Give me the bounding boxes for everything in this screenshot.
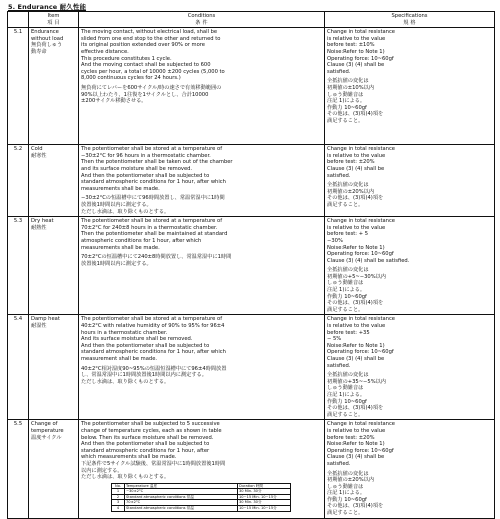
row-number: 5.4 — [8, 315, 29, 420]
specification-line: Change in total resistance — [327, 421, 395, 428]
condition-line: ただし水滴は、取り除くものとする。 — [81, 208, 170, 215]
specification-line: 全抵抗値の変化は — [327, 470, 369, 477]
condition-line: slided from one end stop to the other and returned to — [81, 35, 221, 42]
row-conditions — [79, 315, 325, 420]
row-number: 5.1 — [8, 28, 29, 145]
item-line: Cold — [31, 146, 43, 153]
cycle-cell: 1 — [112, 489, 125, 495]
condition-line: standard atmospheric conditions for 1 hour, after which — [81, 349, 226, 356]
specification-line: before test: +35 — [327, 329, 370, 336]
item-line: 無負荷しゅう — [31, 42, 63, 49]
condition-line: cycles per hour, a total of 10000 ±200 cycles (5,000 to — [81, 68, 225, 75]
condition-line: and its surface moisture shall be removed. — [81, 165, 193, 172]
cycle-cell: Temperature 温度 — [125, 483, 238, 489]
condition-line: atmospheric conditions for 1 hour, after which — [81, 237, 202, 244]
row-item — [29, 315, 79, 420]
specification-line: 初期値の+5~−30%以内 — [327, 273, 386, 280]
condition-line: 無負荷にてレバーを600サイクル/時の速さで有効移動範囲の — [81, 84, 222, 91]
specification-line: 初期値の+35~−5%以内 — [327, 378, 386, 385]
specification-line: 初期値の±10%以内 — [327, 84, 375, 91]
specification-line: before test: ±20% — [327, 434, 375, 441]
specification-line: Operating force: 10~60gf — [327, 349, 394, 356]
table-row — [8, 315, 495, 420]
condition-line: し、常温常湿中に1時間放置後1時間以内に測定する。 — [81, 372, 207, 379]
condition-line: −30±2°Cの恒温槽中にて96時間放置し、常温常湿中に1時間 — [81, 195, 225, 202]
condition-line: measurements shall be made. — [81, 185, 160, 192]
condition-line: standard atmospheric conditions for 1 hour, after which — [81, 179, 226, 186]
specification-line: satisfied. — [327, 68, 351, 75]
row-specifications — [325, 28, 495, 145]
specification-line: Operating force: 10~60gf — [327, 55, 394, 62]
item-line: Change of — [31, 421, 58, 428]
specification-line: satisfied. — [327, 362, 351, 369]
specification-line: is relative to the value — [327, 323, 386, 330]
cycle-cell: 2 — [112, 494, 125, 500]
specification-line: その他は、(3)項(4)項を — [327, 503, 384, 510]
condition-line: 以内に測定する。 — [81, 467, 123, 474]
specification-line: 注記 1)による。 — [327, 287, 366, 294]
specification-line: Noise:Refer to Note 1) — [327, 244, 385, 251]
header-conditions: Conditions 条 件 — [79, 12, 325, 28]
cycle-cell: 30 Min. 30分 — [238, 500, 291, 506]
cycle-cell: 10~15 Min. 10~15分 — [238, 494, 291, 500]
table-row — [8, 420, 495, 518]
specification-line: −30% — [327, 237, 343, 244]
temperature-cycle-table — [111, 483, 291, 512]
cycle-cell: Standard atmospheric conditions 常温 — [125, 506, 238, 512]
condition-line: 40±2°C with relative humidity of 90% to 95% for 96±4 — [81, 323, 225, 330]
condition-line: 40±2°C相対湿度90~95%の恒温恒湿槽中にて96±4時間放置 — [81, 365, 227, 372]
specification-line: Operating force: 10~60gf — [327, 447, 394, 454]
row-conditions — [79, 28, 325, 145]
specification-line: − 5% — [327, 336, 342, 343]
condition-line: ±200サイクル移動させる。 — [81, 98, 147, 105]
specification-line: satisfied. — [327, 172, 351, 179]
item-line: 耐寒性 — [31, 152, 47, 159]
condition-line: ただし水滴は、取り除くものとする。 — [81, 474, 170, 481]
specification-line: 満足すること。 — [327, 306, 364, 313]
cycle-cell: No. — [112, 483, 125, 489]
specification-line: Clause (3) (4) shall be — [327, 454, 385, 461]
specification-line: 満足すること。 — [327, 510, 364, 517]
condition-line: Then the potentiometer shall be taken out of the chamber — [81, 159, 233, 166]
endurance-spec-table — [7, 11, 495, 519]
specification-line: その他は、(3)項(4)項を — [327, 111, 384, 118]
specification-line: Clause (3) (4) shall be — [327, 62, 385, 69]
specification-line: Noise:Refer to Note 1) — [327, 441, 385, 448]
cycle-cell: 30 Min. 30分 — [238, 489, 291, 495]
specification-line: しゅう動雑音は — [327, 385, 364, 392]
condition-line: 70±2°Cの恒温槽中にて240±8時間放置し、常温常湿中に1時間 — [81, 254, 232, 261]
specification-line: しゅう動雑音は — [327, 483, 364, 490]
table-header-row — [8, 12, 495, 28]
specification-line: しゅう動雑音は — [327, 91, 364, 98]
cycle-cell: Duration 時間 — [238, 483, 291, 489]
specification-line: Change in total resistance — [327, 316, 395, 323]
specification-line: 作動力 10~60gf — [327, 293, 367, 300]
row-conditions — [79, 145, 325, 217]
row-conditions — [79, 217, 325, 315]
cycle-cell: −30±2°C — [125, 489, 238, 495]
condition-line: 90%以上わたり、1往復を1サイクルとし、合計10000 — [81, 91, 209, 98]
item-line: without load — [31, 35, 64, 42]
condition-line: −30±2°C for 96 hours in a thermostatic chamber. — [81, 152, 211, 159]
specification-line: その他は、(3)項(4)項を — [327, 300, 384, 307]
row-specifications — [325, 217, 495, 315]
specification-line: しゅう動雑音は — [327, 280, 364, 287]
specification-line: before test: + 5 — [327, 231, 368, 238]
item-line: temperature — [31, 427, 64, 434]
condition-line: 70±2°C for 240±8 hours in a thermostatic chamber. — [81, 224, 218, 231]
condition-line: 放置後1時間以内に測定する。 — [81, 201, 152, 208]
specification-line: 注記 1)による。 — [327, 391, 366, 398]
specification-line: is relative to the value — [327, 427, 386, 434]
condition-line: measurement shall be made. — [81, 356, 158, 362]
header-no — [8, 12, 29, 28]
condition-line: And then the potentiometer shall be subjected to — [81, 441, 210, 448]
specification-line: is relative to the value — [327, 224, 386, 231]
item-line: 耐湿性 — [31, 323, 47, 330]
condition-line: The potentiometer shall be subjected to 5 successive — [81, 421, 220, 428]
specification-line: Change in total resistance — [327, 29, 395, 36]
condition-line: And the moving contact shall be subjected to 600 — [81, 62, 211, 69]
cycle-cell: Standard atmospheric conditions 常温 — [125, 494, 238, 500]
condition-line: The potentiometer shall be stored at a temperature of — [81, 316, 223, 323]
specification-line: 満足すること。 — [327, 201, 364, 208]
specification-line: Operating force: 10~60gf — [327, 251, 394, 258]
specification-line: その他は、(3)項(4)項を — [327, 405, 384, 412]
cycle-cell: 4 — [112, 506, 125, 512]
specification-line: before test: ±20% — [327, 159, 375, 166]
condition-line: hours in a thermostatic chamber. — [81, 329, 168, 336]
row-number: 5.2 — [8, 145, 29, 217]
specification-line: 満足すること。 — [327, 411, 364, 418]
specification-line: Noise:Refer to Note 1) — [327, 48, 385, 55]
item-line: 温度サイクル — [31, 434, 62, 441]
row-item — [29, 420, 79, 518]
item-line: Dry heat — [31, 218, 54, 225]
table-row — [8, 145, 495, 217]
condition-line: And then the potentiometer shall be subjected to — [81, 342, 210, 349]
specification-line: 作動力 10~60gf — [327, 398, 367, 405]
cycle-row — [112, 506, 291, 512]
condition-line: change of temperature cycles, each as shown in table — [81, 427, 222, 434]
header-item: Item 項 目 — [29, 12, 79, 28]
specification-line: 注記 1)による。 — [327, 98, 366, 105]
condition-line: standard atmospheric conditions for 1 hour, after — [81, 447, 210, 454]
condition-line: its original position extended over 90% or more — [81, 42, 205, 49]
row-item — [29, 145, 79, 217]
row-number: 5.5 — [8, 420, 29, 518]
specification-line: 全抵抗値の変化は — [327, 267, 369, 274]
condition-line: 放置後1時間以内に測定する。 — [81, 260, 152, 267]
specification-line: is relative to the value — [327, 152, 386, 159]
row-item — [29, 217, 79, 315]
header-specifications: Specifications 規 格 — [325, 12, 495, 28]
specification-line: before test: ±10% — [327, 42, 375, 49]
specification-line: 初期値の±20%以内 — [327, 188, 375, 195]
row-number: 5.3 — [8, 217, 29, 315]
item-line: 耐熱性 — [31, 224, 47, 231]
cycle-cell: 3 — [112, 500, 125, 506]
specification-line: Clause (3) (4) shall be — [327, 356, 385, 362]
condition-line: effective distance. — [81, 48, 129, 55]
table-row — [8, 28, 495, 145]
row-item — [29, 28, 79, 145]
specification-line: Noise:Refer to Note 1) — [327, 342, 385, 349]
specification-line: 注記 1)による。 — [327, 490, 366, 497]
row-specifications — [325, 145, 495, 217]
specification-line: 作動力 10~60gf — [327, 104, 367, 111]
specification-line: Clause (3) (4) shall be satisfied. — [327, 257, 410, 264]
table-row — [8, 217, 495, 315]
specification-line: Clause (3) (4) shall be — [327, 165, 385, 172]
condition-line: Then the potentiometer shall be maintained at standard — [81, 231, 228, 238]
condition-line: below. Then its surface moisture shall be removed. — [81, 434, 214, 441]
item-line: 動寿命 — [31, 48, 47, 55]
row-specifications — [325, 420, 495, 518]
specification-line: is relative to the value — [327, 35, 386, 42]
specification-line: Change in total resistance — [327, 146, 395, 153]
specification-line: 全抵抗値の変化は — [327, 182, 369, 189]
specification-line: Change in total resistance — [327, 218, 395, 225]
specification-line: 全抵抗値の変化は — [327, 372, 369, 379]
specification-line: その他は、(3)項(4)項を — [327, 195, 384, 202]
specification-line: 作動力 10~60gf — [327, 496, 367, 503]
condition-line: 下記条件で5サイクル試験後、常温常湿中に1時間放置後1時間 — [81, 460, 226, 467]
item-line: Endurance — [31, 29, 59, 36]
condition-line: The potentiometer shall be stored at a temperature of — [81, 218, 223, 225]
condition-line: And then the potentiometer shall be subjected to — [81, 172, 210, 179]
item-line: Damp heat — [31, 316, 60, 323]
condition-line: 8,000 continuous cycles for 24 hours.) — [81, 75, 181, 82]
condition-line: ただし水滴は、取り除くものとする。 — [81, 378, 170, 385]
section-title: 5. Endurance 耐久性能 — [8, 3, 87, 11]
condition-line: The potentiometer shall be stored at a temperature of — [81, 146, 223, 153]
condition-line: which measurements shall be made. — [81, 454, 177, 461]
row-specifications — [325, 315, 495, 420]
condition-line: This procedure constitutes 1 cycle. — [81, 55, 172, 62]
condition-line: And its surface moisture shall be removed. — [81, 336, 193, 343]
specification-line: 全抵抗値の変化は — [327, 78, 369, 85]
specification-line: 満足すること。 — [327, 117, 364, 124]
specification-line: satisfied. — [327, 460, 351, 467]
cycle-cell: 70±2°C — [125, 500, 238, 506]
cycle-cell: 10~15 Min. 10~15分 — [238, 506, 291, 512]
condition-line: The moving contact, without electrical load, shall be — [81, 29, 218, 36]
row-conditions — [79, 420, 325, 518]
specification-line: 初期値の±20%以内 — [327, 477, 375, 484]
condition-line: measurements shall be made. — [81, 244, 160, 251]
